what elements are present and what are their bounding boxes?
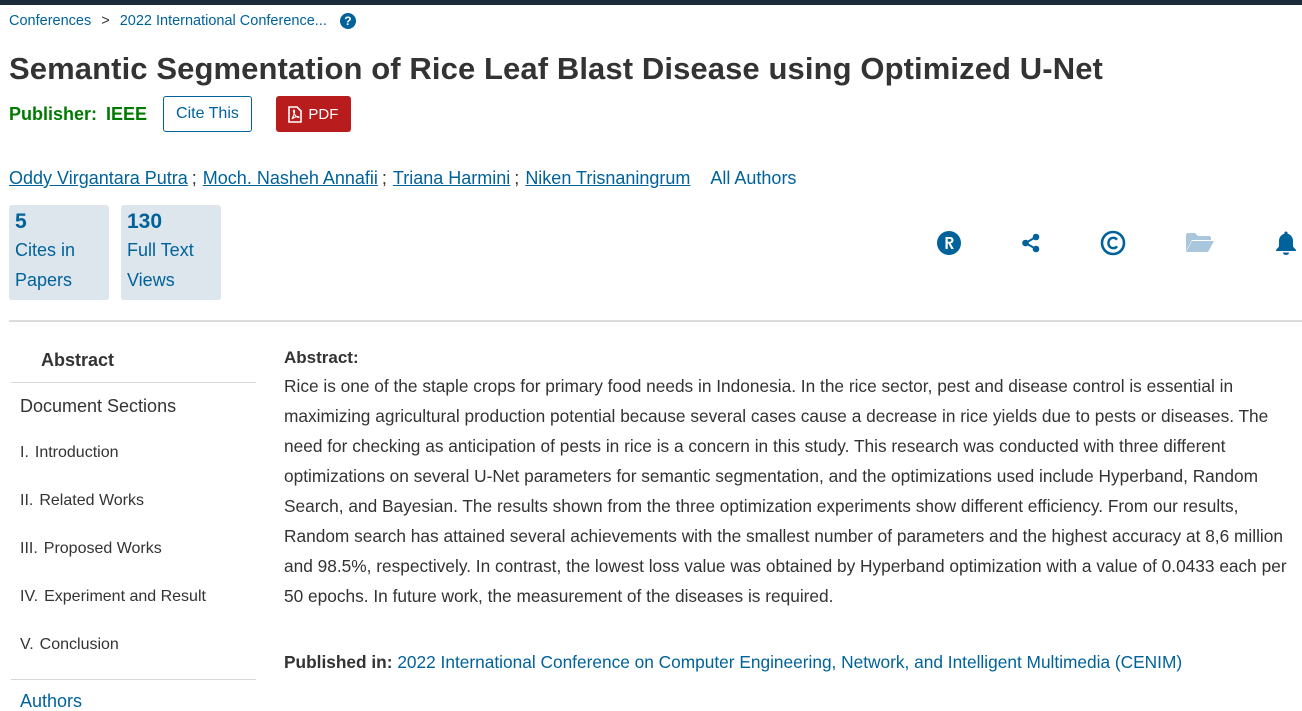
- author-link[interactable]: Moch. Nasheh Annafii: [202, 168, 378, 188]
- publisher-name: IEEE: [106, 103, 148, 124]
- metric-views[interactable]: [121, 205, 221, 300]
- share-icon[interactable]: [1017, 229, 1045, 257]
- cite-this-button[interactable]: Cite This: [163, 96, 252, 132]
- author-link[interactable]: Oddy Virgantara Putra: [9, 168, 188, 188]
- metric-views-label: Full Text Views: [127, 240, 194, 290]
- all-authors-link[interactable]: All Authors: [710, 168, 797, 188]
- abstract-text: Rice is one of the staple crops for primary food needs in Indonesia. In the rice sector, pest and disease control is essential in maximizing agricultural production potential because several cases cause a decrease in rice yields due to pests or diseases. The need for checking as anticipation of pests in rice is a concern in this study. This research was conducted with three different optimizations on several U-Net parameters for semantic segmentation, and the optimizations used include Hyperband, Random Search, and Bayesian. The results shown from the three optimization experiments show different efficiency. From our results, Random search has attained several achievements with the smallest number of parameters and the highest accuracy at 8,6 million and 98.5%, respectively. In contrast, the lowest loss value was obtained by Hyperband optimization with a value of 0.0433 each per 50 epochs. In future work, the measurement of the diseases is required.: [284, 376, 1287, 606]
- section-label: Experiment and Result: [44, 588, 206, 605]
- abstract-section: [284, 347, 1299, 611]
- sidebar-item-authors[interactable]: Authors: [20, 691, 83, 711]
- folder-icon[interactable]: [1185, 229, 1215, 257]
- sidebar-divider: [11, 679, 256, 680]
- bell-icon[interactable]: [1272, 229, 1300, 257]
- section-number: III.: [20, 540, 38, 557]
- top-bar: [0, 0, 1302, 5]
- pdf-button[interactable]: [276, 96, 351, 132]
- page-title: Semantic Segmentation of Rice Leaf Blast Disease using Optimized U-Net: [9, 51, 1103, 86]
- help-icon[interactable]: ?: [340, 13, 356, 29]
- sidebar-divider: [11, 382, 256, 383]
- sidebar-item-experiment-and-result[interactable]: [20, 588, 206, 606]
- sidebar-item-proposed-works[interactable]: [20, 540, 162, 558]
- metric-cites[interactable]: [9, 205, 109, 300]
- published-in: [284, 652, 1182, 673]
- published-in-label: Published in:: [284, 652, 393, 672]
- sidebar-item-related-works[interactable]: [20, 492, 144, 510]
- pdf-label: PDF: [308, 105, 339, 123]
- section-number: I.: [20, 444, 29, 461]
- publisher-label: Publisher:: [9, 103, 98, 124]
- rights-icon[interactable]: [935, 229, 963, 257]
- author-separator: ;: [381, 168, 387, 188]
- metric-cites-value: 5: [15, 210, 27, 233]
- authors-list: [9, 168, 796, 189]
- sidebar-abstract[interactable]: Abstract: [41, 350, 115, 370]
- publisher: [9, 104, 147, 125]
- breadcrumb-separator: >: [101, 13, 110, 29]
- breadcrumb: [9, 13, 356, 29]
- section-number: IV.: [20, 588, 39, 605]
- section-label: Introduction: [34, 444, 119, 461]
- sidebar-item-conclusion[interactable]: [20, 636, 119, 654]
- published-in-link[interactable]: 2022 International Conference on Computer Engineering, Network, and Intelligent Multimedia (CENIM): [397, 652, 1183, 672]
- section-number: V.: [20, 636, 34, 653]
- section-number: II.: [20, 492, 34, 509]
- author-link[interactable]: Niken Trisnaningrum: [525, 168, 691, 188]
- metric-views-value: 130: [127, 210, 163, 233]
- sidebar-item-introduction[interactable]: [20, 444, 119, 462]
- publisher-row: [9, 96, 351, 132]
- pdf-icon: [288, 106, 302, 123]
- metric-cites-label: Cites in Papers: [15, 240, 76, 290]
- section-label: Conclusion: [39, 636, 119, 653]
- breadcrumb-conference[interactable]: 2022 International Conference...: [119, 13, 327, 29]
- abstract-heading: Abstract:: [284, 348, 359, 367]
- section-label: Related Works: [39, 492, 144, 509]
- divider: [9, 320, 1302, 322]
- author-separator: ;: [191, 168, 197, 188]
- copyright-icon[interactable]: [1099, 229, 1127, 257]
- author-separator: ;: [514, 168, 520, 188]
- sidebar-sections-heading: Document Sections: [20, 396, 177, 416]
- author-link[interactable]: Triana Harmini: [392, 168, 511, 188]
- section-label: Proposed Works: [43, 540, 162, 557]
- breadcrumb-conferences[interactable]: Conferences: [9, 13, 92, 29]
